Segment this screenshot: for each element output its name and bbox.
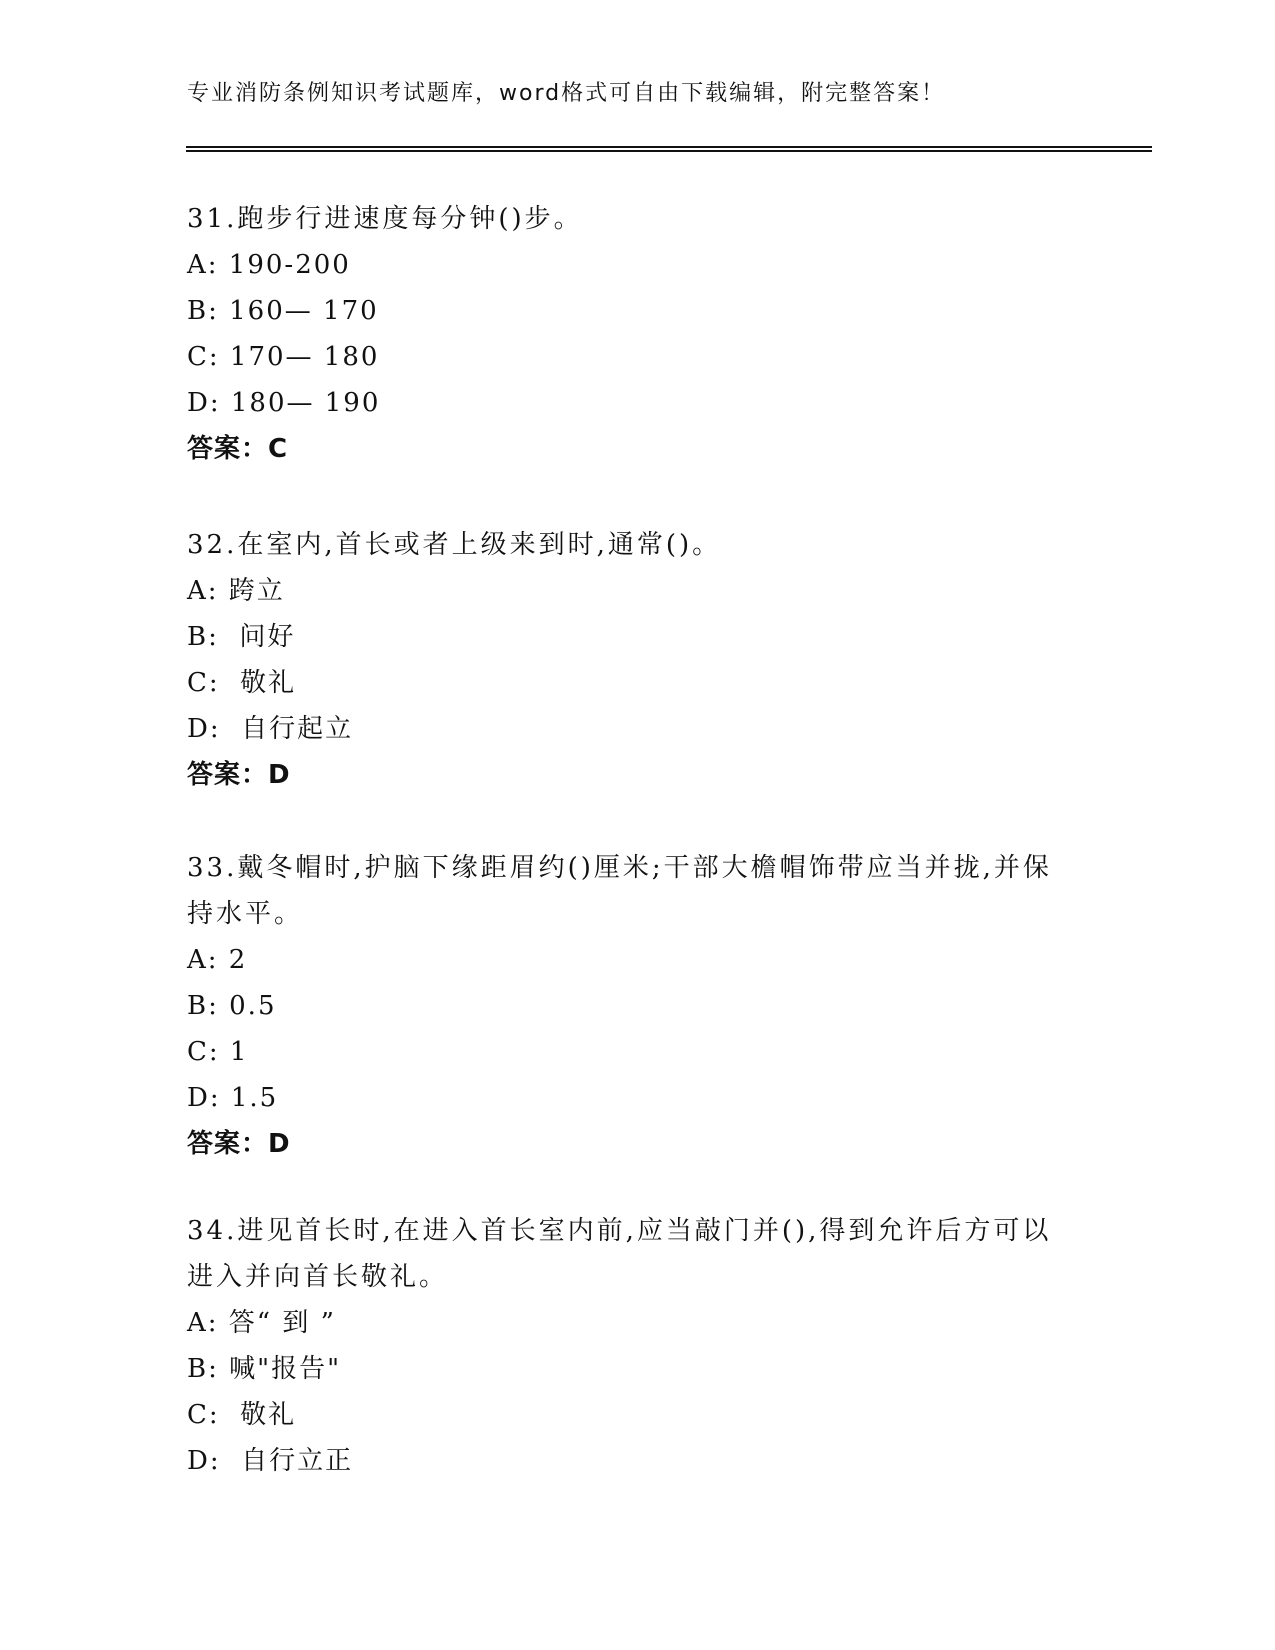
option-c: C: 敬礼 bbox=[187, 1400, 297, 1430]
question-31 bbox=[187, 196, 1067, 472]
option-a: A: 答“ 到 ” bbox=[187, 1308, 336, 1338]
option-d: D: 自行起立 bbox=[187, 714, 354, 744]
option-a: A: 2 bbox=[187, 945, 248, 975]
option-b: B: 问好 bbox=[187, 622, 296, 652]
answer-line: 答案：D bbox=[187, 1129, 291, 1159]
question-32 bbox=[187, 522, 1067, 798]
option-c: C: 敬礼 bbox=[187, 668, 297, 698]
question-34 bbox=[187, 1208, 1067, 1484]
page-header-title: 专业消防条例知识考试题库，word格式可自由下载编辑，附完整答案！ bbox=[187, 81, 946, 106]
option-d: D: 1.5 bbox=[187, 1083, 279, 1113]
option-a: A: 190-200 bbox=[187, 250, 351, 280]
option-c: C: 170— 180 bbox=[187, 342, 380, 372]
option-d: D: 自行立正 bbox=[187, 1446, 354, 1476]
option-d: D: 180— 190 bbox=[187, 388, 381, 418]
header-double-rule bbox=[186, 146, 1152, 152]
question-33 bbox=[187, 845, 1067, 1167]
answer-line: 答案：C bbox=[187, 434, 289, 464]
option-b: B: 喊"报告" bbox=[187, 1354, 342, 1384]
answer-line: 答案：D bbox=[187, 760, 291, 790]
question-stem: 33.戴冬帽时,护脑下缘距眉约()厘米;干部大檐帽饰带应当并拢,并保持水平。 bbox=[187, 853, 1052, 929]
option-b: B: 160— 170 bbox=[187, 296, 379, 326]
question-stem: 32.在室内,首长或者上级来到时,通常()。 bbox=[187, 530, 722, 560]
option-a: A: 跨立 bbox=[187, 576, 285, 606]
option-c: C: 1 bbox=[187, 1037, 249, 1067]
question-stem: 31.跑步行进速度每分钟()步。 bbox=[187, 204, 583, 234]
question-stem: 34.进见首长时,在进入首长室内前,应当敲门并(),得到允许后方可以进入并向首长敬礼。 bbox=[187, 1216, 1052, 1292]
option-b: B: 0.5 bbox=[187, 991, 277, 1021]
